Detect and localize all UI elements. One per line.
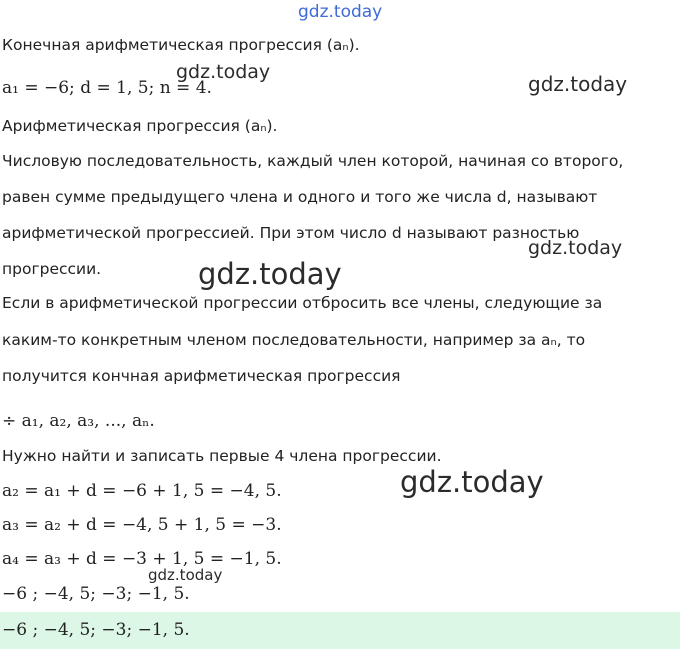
finite-progression-text: Если в арифметической прогрессии отбросить все члены, следующие за: [2, 294, 603, 312]
definition-heading: Арифметическая прогрессия (aₙ).: [2, 117, 278, 135]
watermark: gdz.today: [176, 61, 271, 83]
watermark: gdz.today: [528, 72, 628, 96]
definition-text-line: арифметической прогрессией. При этом число d называют разностью: [2, 224, 580, 242]
problem-statement: Конечная арифметическая прогрессия (aₙ).: [2, 36, 360, 54]
calculation-a2: a₂ = a₁ + d = −6 + 1, 5 = −4, 5.: [2, 481, 282, 501]
definition-text-line: равен сумме предыдущего члена и одного и того же числа d, называют: [2, 188, 598, 206]
given-values: a₁ = −6; d = 1, 5; n = 4.: [2, 78, 212, 98]
watermark: gdz.today: [148, 566, 223, 584]
answer-text: −6 ; −4, 5; −3; −1, 5.: [2, 620, 190, 640]
definition-text-line: Числовую последовательность, каждый член которой, начиная со второго,: [2, 152, 624, 170]
watermark-top: gdz.today: [298, 2, 383, 22]
calculation-a4: a₄ = a₃ + d = −3 + 1, 5 = −1, 5.: [2, 549, 282, 569]
watermark: gdz.today: [198, 257, 342, 291]
watermark: gdz.today: [528, 237, 623, 259]
definition-text-line: прогрессии.: [2, 260, 102, 278]
finite-progression-text: получится кончная арифметическая прогрессия: [2, 367, 401, 385]
watermark: gdz.today: [400, 465, 544, 499]
calculation-a3: a₃ = a₂ + d = −4, 5 + 1, 5 = −3.: [2, 515, 282, 535]
finite-progression-text: каким-то конкретным членом последовательности, например за aₙ, то: [2, 331, 586, 349]
task-text: Нужно найти и записать первые 4 члена прогрессии.: [2, 447, 442, 465]
answer-box: [0, 612, 680, 649]
progression-notation: ÷ a₁, a₂, a₃, ..., aₙ.: [2, 411, 155, 431]
result-line: −6 ; −4, 5; −3; −1, 5.: [2, 584, 190, 604]
